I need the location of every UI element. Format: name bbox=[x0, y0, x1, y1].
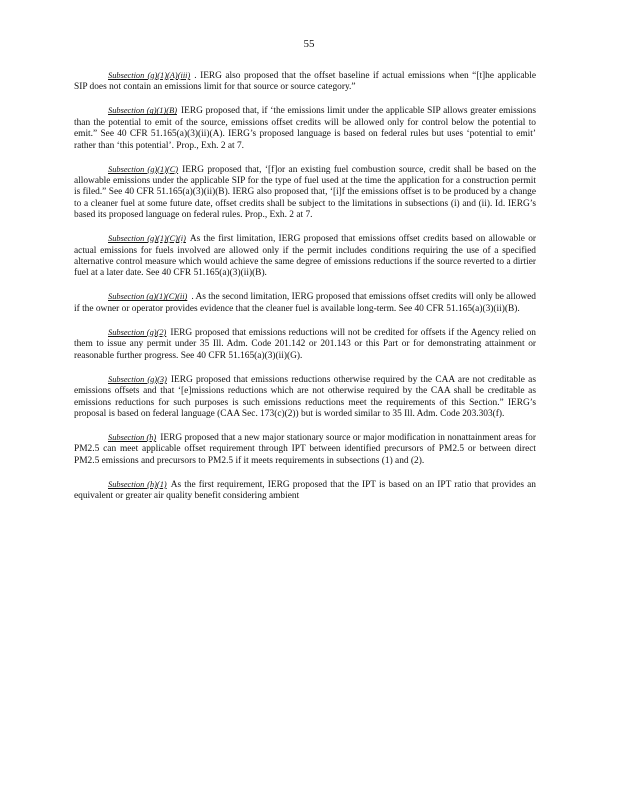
subsection-label: Subsection (h) bbox=[108, 432, 157, 442]
subsection-label: Subsection (g)(1)(A)(iii) bbox=[108, 71, 191, 80]
paragraph-h bbox=[74, 432, 536, 467]
paragraph-text: IERG proposed that, if ‘the emissions limit under the applicable SIP allows greater emissions than the potential to emit of the source, emissions offset credits will be allowed only for control below the potential to emit.” See 40 CFR 51.165(a)(3)(ii)(A). IERG’s proposed language is based on federal rules but uses ‘potential to emit’ rather than ‘this potential’. Prop., Exh. 2 at 7. bbox=[74, 106, 536, 151]
paragraph-g1B bbox=[74, 105, 536, 152]
paragraph-text: IERG proposed that a new major stationary source or major modification in nonattainment areas for PM2.5 can meet applicable offset requirement through IPT between identified precursors of PM2.5 or between direct PM2.5 emissions and precursors to PM2.5 if it meets requirements in subsections (1) and (2). bbox=[74, 432, 536, 466]
paragraph-text: As the first requirement, IERG proposed that the IPT is based on an IPT ratio that provides an equivalent or greater air quality benefit considering ambient bbox=[74, 479, 536, 502]
paragraph-text: As the first limitation, IERG proposed that emissions offset credits based on allowable or actual emissions for fuels involved are allowed only if the permit includes conditions requiring the use of a specified alternative control measure which would achieve the same degree of emissions reductions if the source reverted to a dirtier fuel at a later date. See 40 CFR 51.165(a)(3)(ii)(B). bbox=[74, 234, 536, 279]
paragraph-h1 bbox=[74, 479, 536, 503]
paragraph-g2 bbox=[74, 327, 536, 362]
document-body bbox=[74, 70, 536, 514]
page-number: 55 bbox=[303, 38, 315, 50]
paragraph-text: . As the second limitation, IERG proposed that emissions offset credits will only be allowed if the owner or operator provides evidence that the cleaner fuel is available long-term. See 40 CFR 51.165(a)(3)(ii)(B). bbox=[74, 292, 536, 314]
subsection-label: Subsection (g)(1)(C) bbox=[108, 164, 179, 174]
paragraph-g1C bbox=[74, 164, 536, 222]
paragraph-g1Ci bbox=[74, 233, 536, 280]
paragraph-g1Aiii bbox=[74, 70, 536, 94]
paragraph-text: IERG proposed that emissions reductions otherwise required by the CAA are not creditable as emissions offsets and that ‘[e]missions reductions which are not otherwise required by the CAA shall be creditable as emissions reductions for such purposes is such emissions reductions meet the requirements of this Section.” IERG’s proposal is based on federal language (CAA Sec. 173(c)(2)) but is worded similar to 35 Ill. Adm. Code 203.303(f). bbox=[74, 374, 536, 419]
subsection-label: Subsection (g)(2) bbox=[108, 327, 167, 337]
subsection-label: Subsection (g)(1)(C)(ii) bbox=[108, 292, 188, 302]
subsection-label: Subsection (g)(3) bbox=[108, 374, 167, 384]
paragraph-text: IERG proposed that emissions reductions will not be credited for offsets if the Agency relied on them to issue any permit under 35 Ill. Adm. Code 201.142 or 201.143 or this Part or for demonstrating attainment or reasonable further progress. See 40 CFR 51.165(a)(3)(ii)(G). bbox=[74, 327, 536, 361]
paragraph-text: . IERG also proposed that the offset baseline if actual emissions when “[t]he applicable SIP does not contain an emissions limit for that source or source category.” bbox=[74, 71, 536, 93]
paragraph-text: IERG proposed that, ‘[f]or an existing fuel combustion source, credit shall be based on the allowable emissions under the applicable SIP for the type of fuel used at the time the application for a construction permit is filed.” See 40 CFR 51.165(a)(3)(ii)(B). IERG also proposed that, ‘[i]f the emissions offset is to be produced by a change to a cleaner fuel at some future date, offset credits shall be subject to the limitations in subsections (i) and (ii). Id. IERG’s based its proposed language on federal rules. Prop., Exh. 2 at 7. bbox=[74, 164, 536, 221]
subsection-label: Subsection (g)(1)(B) bbox=[108, 106, 177, 116]
subsection-label: Subsection (g)(1)(C)(i) bbox=[108, 234, 186, 244]
paragraph-g1Cii bbox=[74, 291, 536, 315]
subsection-label: Subsection (h)(1) bbox=[108, 479, 167, 489]
paragraph-g3 bbox=[74, 374, 536, 421]
